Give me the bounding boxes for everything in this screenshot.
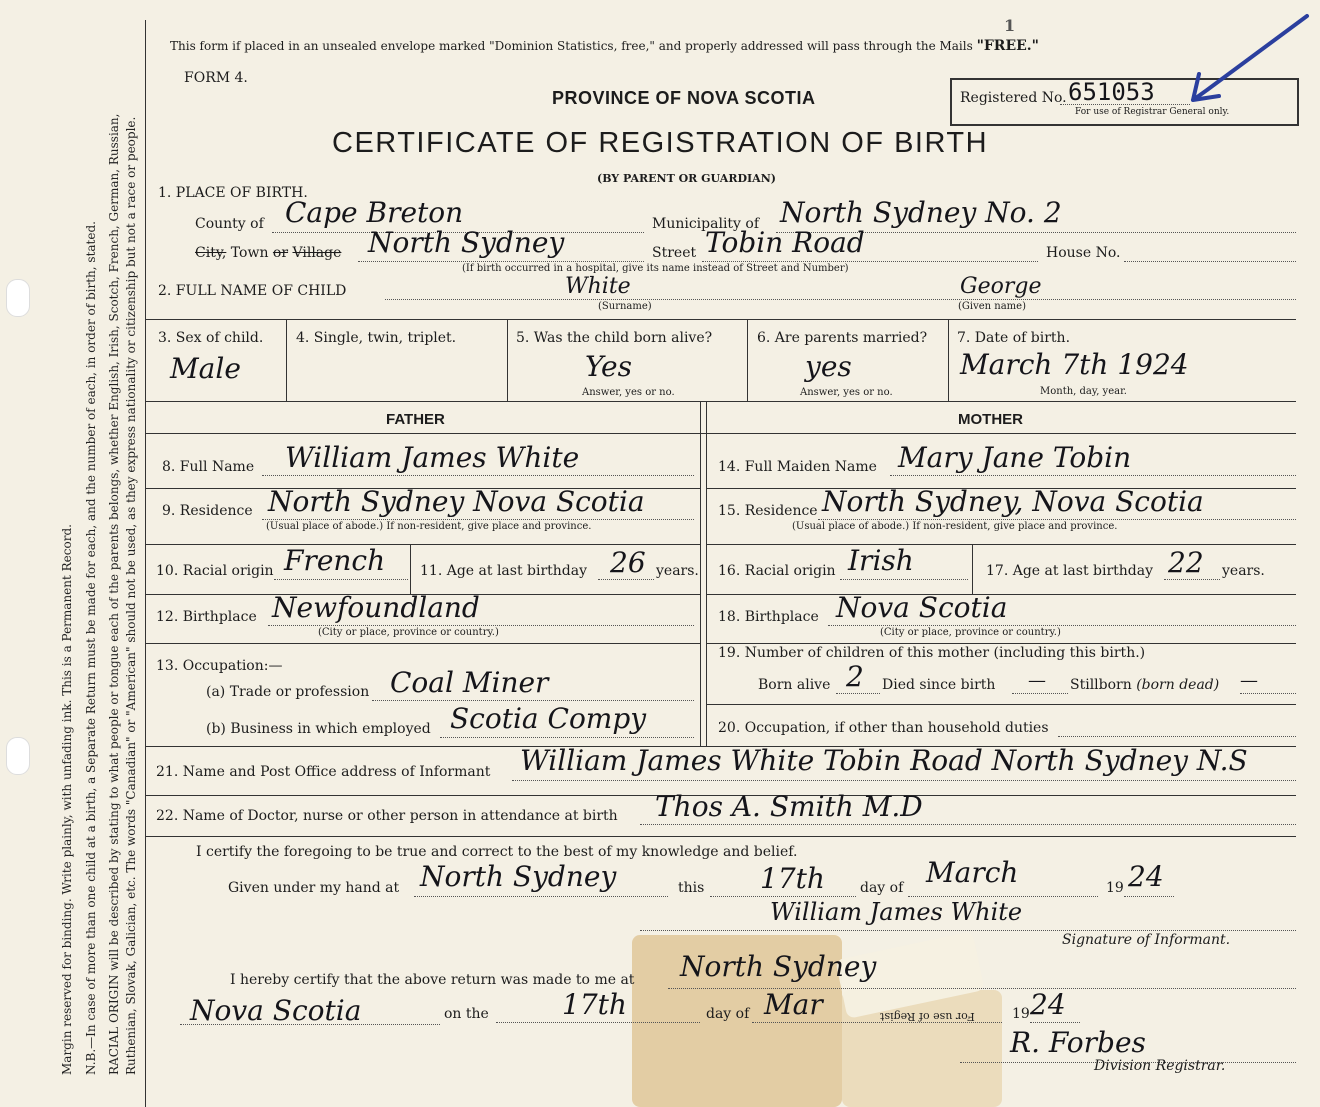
mother-name-line xyxy=(890,475,1296,476)
father-row3-divider xyxy=(410,544,411,594)
blue-arrow-icon xyxy=(1193,16,1307,100)
signature-label: Signature of Informant. xyxy=(1062,932,1231,948)
father-residence-note: (Usual place of abode.) If non-resident, give place and province. xyxy=(266,521,592,532)
year-value: 24 xyxy=(1128,860,1164,893)
margin-note-racial-origin: RACIAL ORIGIN will be described by stating to what people or tongue each of the parents belongs, whether English, Irish, Scotch, French, German, Russian, xyxy=(107,113,121,1075)
margin-note-binding: Margin reserved for binding. Write plainly, with unfading ink. This is a Permanent Record. xyxy=(60,524,74,1075)
row3-divider-1 xyxy=(286,319,287,401)
father-business-value: Scotia Compy xyxy=(450,702,647,735)
registered-value: 651053 xyxy=(1068,78,1155,106)
born-alive-note: Answer, yes or no. xyxy=(582,387,675,398)
mother-birthplace-line xyxy=(828,625,1296,626)
mother-residence-line xyxy=(818,519,1296,520)
mail-notice-free: "FREE." xyxy=(976,38,1039,54)
year-prefix: 19 xyxy=(1106,880,1124,896)
given-under-label: Given under my hand at xyxy=(228,880,400,896)
day-of-label: day of xyxy=(860,880,904,896)
registrar-day-line xyxy=(496,1022,700,1023)
father-name-line xyxy=(262,475,694,476)
father-birthplace-line xyxy=(268,625,694,626)
father-name-label: 8. Full Name xyxy=(162,459,255,475)
died-since-birth-value: — xyxy=(1028,670,1046,691)
father-name-value: William James White xyxy=(285,441,580,474)
mother-children-label: 19. Number of children of this mother (including this birth.) xyxy=(718,645,1146,661)
father-business-line xyxy=(440,737,694,738)
parents-married-value: yes xyxy=(805,350,852,383)
year-line xyxy=(1124,896,1174,897)
child-name-label: 2. FULL NAME OF CHILD xyxy=(158,283,347,299)
died-since-birth-label: Died since birth xyxy=(882,677,996,693)
town-value: North Sydney xyxy=(368,226,565,259)
doctor-line xyxy=(640,824,1296,825)
mother-name-label: 14. Full Maiden Name xyxy=(718,459,877,475)
parents-married-note: Answer, yes or no. xyxy=(800,387,893,398)
sex-label: 3. Sex of child. xyxy=(158,330,264,346)
informant-signature: William James White xyxy=(770,898,1023,926)
street-value: Tobin Road xyxy=(705,226,865,259)
father-racial-origin-label: 10. Racial origin xyxy=(156,563,274,579)
form-number: FORM 4. xyxy=(184,70,248,86)
stillborn-line xyxy=(1240,693,1296,694)
registrar-day-of-label: day of xyxy=(706,1006,750,1022)
registrar-note: For use of Registrar General only. xyxy=(1075,107,1230,117)
certify-statement: I certify the foregoing to be true and correct to the best of my knowledge and belief. xyxy=(196,844,798,860)
row3-divider-3 xyxy=(747,319,748,401)
father-age-value: 26 xyxy=(610,546,646,579)
city-label: City, xyxy=(195,245,227,261)
row3-divider-4 xyxy=(948,319,949,401)
form-left-border xyxy=(145,20,146,1107)
signature-line xyxy=(640,930,1296,931)
mother-residence-value: North Sydney, Nova Scotia xyxy=(822,485,1204,518)
mother-row5-border xyxy=(706,704,1296,705)
plurality-label: 4. Single, twin, triplet. xyxy=(296,330,457,346)
row3-top-border xyxy=(146,319,1296,320)
registrar-place-line xyxy=(668,988,1296,989)
father-racial-origin-value: French xyxy=(284,544,386,577)
or-label: or xyxy=(272,245,289,261)
born-alive-count-line xyxy=(836,693,880,694)
sex-value: Male xyxy=(170,352,241,385)
binding-hole-bottom xyxy=(6,737,30,775)
doctor-value: Thos A. Smith M.D xyxy=(655,790,923,823)
province-heading: PROVINCE OF NOVA SCOTIA xyxy=(552,88,816,108)
born-alive-value: Yes xyxy=(585,350,632,383)
registered-line xyxy=(1060,104,1190,105)
born-alive-label: 5. Was the child born alive? xyxy=(516,330,713,346)
informant-label: 21. Name and Post Office address of Informant xyxy=(156,764,491,780)
county-label: County of xyxy=(195,216,264,232)
stillborn-label xyxy=(1070,677,1219,693)
parents-married-label: 6. Are parents married? xyxy=(757,330,928,346)
town-line xyxy=(358,261,644,262)
certificate-subtitle: (BY PARENT OR GUARDIAN) xyxy=(597,172,776,185)
informant-line xyxy=(512,780,1296,781)
father-years-label: years. xyxy=(656,563,699,579)
village-label: Village xyxy=(292,245,342,261)
day-value: 17th xyxy=(760,862,825,895)
mother-racial-origin-value: Irish xyxy=(848,544,914,577)
mother-racial-origin-label: 16. Racial origin xyxy=(718,563,836,579)
mail-notice xyxy=(170,38,1039,54)
father-birthplace-value: Newfoundland xyxy=(272,591,480,624)
father-racial-origin-line xyxy=(274,579,408,580)
certificate-title: CERTIFICATE OF REGISTRATION OF BIRTH xyxy=(332,127,989,159)
mother-row2-border xyxy=(706,544,1296,545)
registrar-signature-label: Division Registrar. xyxy=(1094,1058,1226,1074)
father-age-label: 11. Age at last birthday xyxy=(420,563,588,579)
registrar-province-value: Nova Scotia xyxy=(190,994,362,1027)
mother-row3-divider xyxy=(972,544,973,594)
blue-check-mark xyxy=(1185,12,1315,102)
month-value: March xyxy=(926,856,1019,889)
street-label: Street xyxy=(652,245,697,261)
date-of-birth-note: Month, day, year. xyxy=(1040,386,1127,397)
registrar-on-the-label: on the xyxy=(444,1006,489,1022)
mother-age-label: 17. Age at last birthday xyxy=(986,563,1154,579)
died-since-birth-line xyxy=(1012,693,1068,694)
parents-center-divider-2 xyxy=(706,401,707,746)
father-residence-value: North Sydney Nova Scotia xyxy=(268,485,645,518)
father-occupation-label: 13. Occupation:— xyxy=(156,658,283,674)
hospital-note: (If birth occurred in a hospital, give its name instead of Street and Number) xyxy=(462,263,849,274)
doctor-label: 22. Name of Doctor, nurse or other person in attendance at birth xyxy=(156,808,618,824)
municipality-label: Municipality of xyxy=(652,216,760,232)
informant-value: William James White Tobin Road North Sydney N.S xyxy=(520,744,1248,777)
father-business-label: (b) Business in which employed xyxy=(206,721,431,737)
mail-notice-text: This form if placed in an unsealed envelope marked "Dominion Statistics, free," and properly addressed will pass through the Mails xyxy=(170,39,977,53)
father-age-line xyxy=(598,579,654,580)
registrar-province-line xyxy=(180,1024,440,1025)
registrar-month-value: Mar xyxy=(764,988,823,1021)
mother-racial-origin-line xyxy=(840,579,968,580)
town-label: Town xyxy=(230,245,269,261)
mother-residence-note: (Usual place of abode.) If non-resident, give place and province. xyxy=(792,521,1118,532)
stillborn-text: Stillborn xyxy=(1070,677,1132,693)
doctor-border xyxy=(146,836,1296,837)
this-label: this xyxy=(678,880,705,896)
registrar-year-line xyxy=(1030,1022,1080,1023)
father-trade-value: Coal Miner xyxy=(390,666,549,699)
date-of-birth-label: 7. Date of birth. xyxy=(957,330,1071,346)
registered-label: Registered No. xyxy=(960,90,1067,106)
city-town-village-label xyxy=(195,245,341,261)
mother-heading: MOTHER xyxy=(958,411,1023,428)
day-line xyxy=(710,896,856,897)
mother-row4-border xyxy=(706,643,1296,644)
father-trade-label: (a) Trade or profession xyxy=(206,684,370,700)
stillborn-value: — xyxy=(1240,670,1258,691)
mother-occupation-label: 20. Occupation, if other than household duties xyxy=(718,720,1049,736)
stillborn-note: (born dead) xyxy=(1136,677,1220,693)
born-alive-count-label: Born alive xyxy=(758,677,831,693)
mother-age-line xyxy=(1164,579,1220,580)
mother-years-label: years. xyxy=(1222,563,1265,579)
county-value: Cape Breton xyxy=(285,196,464,229)
mother-birthplace-label: 18. Birthplace xyxy=(718,609,819,625)
given-place-line xyxy=(414,896,668,897)
mother-name-value: Mary Jane Tobin xyxy=(898,441,1132,474)
father-row4-border xyxy=(146,643,700,644)
row3-divider-2 xyxy=(507,319,508,401)
given-place-value: North Sydney xyxy=(420,860,617,893)
registrar-year-value: 24 xyxy=(1030,988,1066,1021)
parents-center-divider xyxy=(700,401,701,746)
father-birthplace-label: 12. Birthplace xyxy=(156,609,257,625)
date-of-birth-value: March 7th 1924 xyxy=(960,348,1189,381)
municipality-value: North Sydney No. 2 xyxy=(780,196,1062,229)
father-residence-line xyxy=(262,519,694,520)
parents-heading-border xyxy=(146,433,1296,434)
born-alive-count-value: 2 xyxy=(846,660,864,693)
registrar-signature: R. Forbes xyxy=(1010,1026,1146,1059)
father-trade-line xyxy=(372,700,694,701)
child-given-value: George xyxy=(960,274,1042,299)
father-birthplace-note: (City or place, province or country.) xyxy=(318,627,499,638)
given-name-note: (Given name) xyxy=(958,301,1026,312)
mother-occupation-line xyxy=(1058,736,1296,737)
registrar-statement: I hereby certify that the above return was made to me at xyxy=(230,972,635,988)
registrar-day-value: 17th xyxy=(562,988,627,1021)
surname-note: (Surname) xyxy=(598,301,652,312)
top-mark: 1 xyxy=(1004,16,1016,35)
row3-bottom-border xyxy=(146,401,1296,402)
father-row2-border xyxy=(146,544,700,545)
father-residence-label: 9. Residence xyxy=(162,503,253,519)
mother-age-value: 22 xyxy=(1168,546,1204,579)
place-of-birth-heading: 1. PLACE OF BIRTH. xyxy=(158,185,308,201)
registrar-stamp-text: For use of Regist xyxy=(880,1010,975,1023)
margin-note-multiple-births: N.B.—In case of more than one child at a birth, a Separate Return must be made for each, and the number of each, in order of birth, stated. xyxy=(84,221,98,1075)
father-heading: FATHER xyxy=(386,411,445,428)
month-line xyxy=(908,896,1098,897)
registrar-place-value: North Sydney xyxy=(680,950,877,983)
child-name-line xyxy=(385,299,1296,300)
child-surname-value: White xyxy=(565,274,631,299)
house-number-line xyxy=(1124,261,1296,262)
street-line xyxy=(702,261,1038,262)
mother-birthplace-note: (City or place, province or country.) xyxy=(880,627,1061,638)
binding-hole-top xyxy=(6,279,30,317)
mother-birthplace-value: Nova Scotia xyxy=(836,591,1008,624)
margin-note-racial-origin-2: Ruthenian, Slovak, Galician, etc. The words "Canadian" or "American" should not be used, as they express nationality or citizenship but not a race or people. xyxy=(124,116,138,1075)
house-number-label: House No. xyxy=(1046,245,1121,261)
mother-residence-label: 15. Residence xyxy=(718,503,818,519)
registrar-year-prefix: 19 xyxy=(1012,1006,1030,1022)
